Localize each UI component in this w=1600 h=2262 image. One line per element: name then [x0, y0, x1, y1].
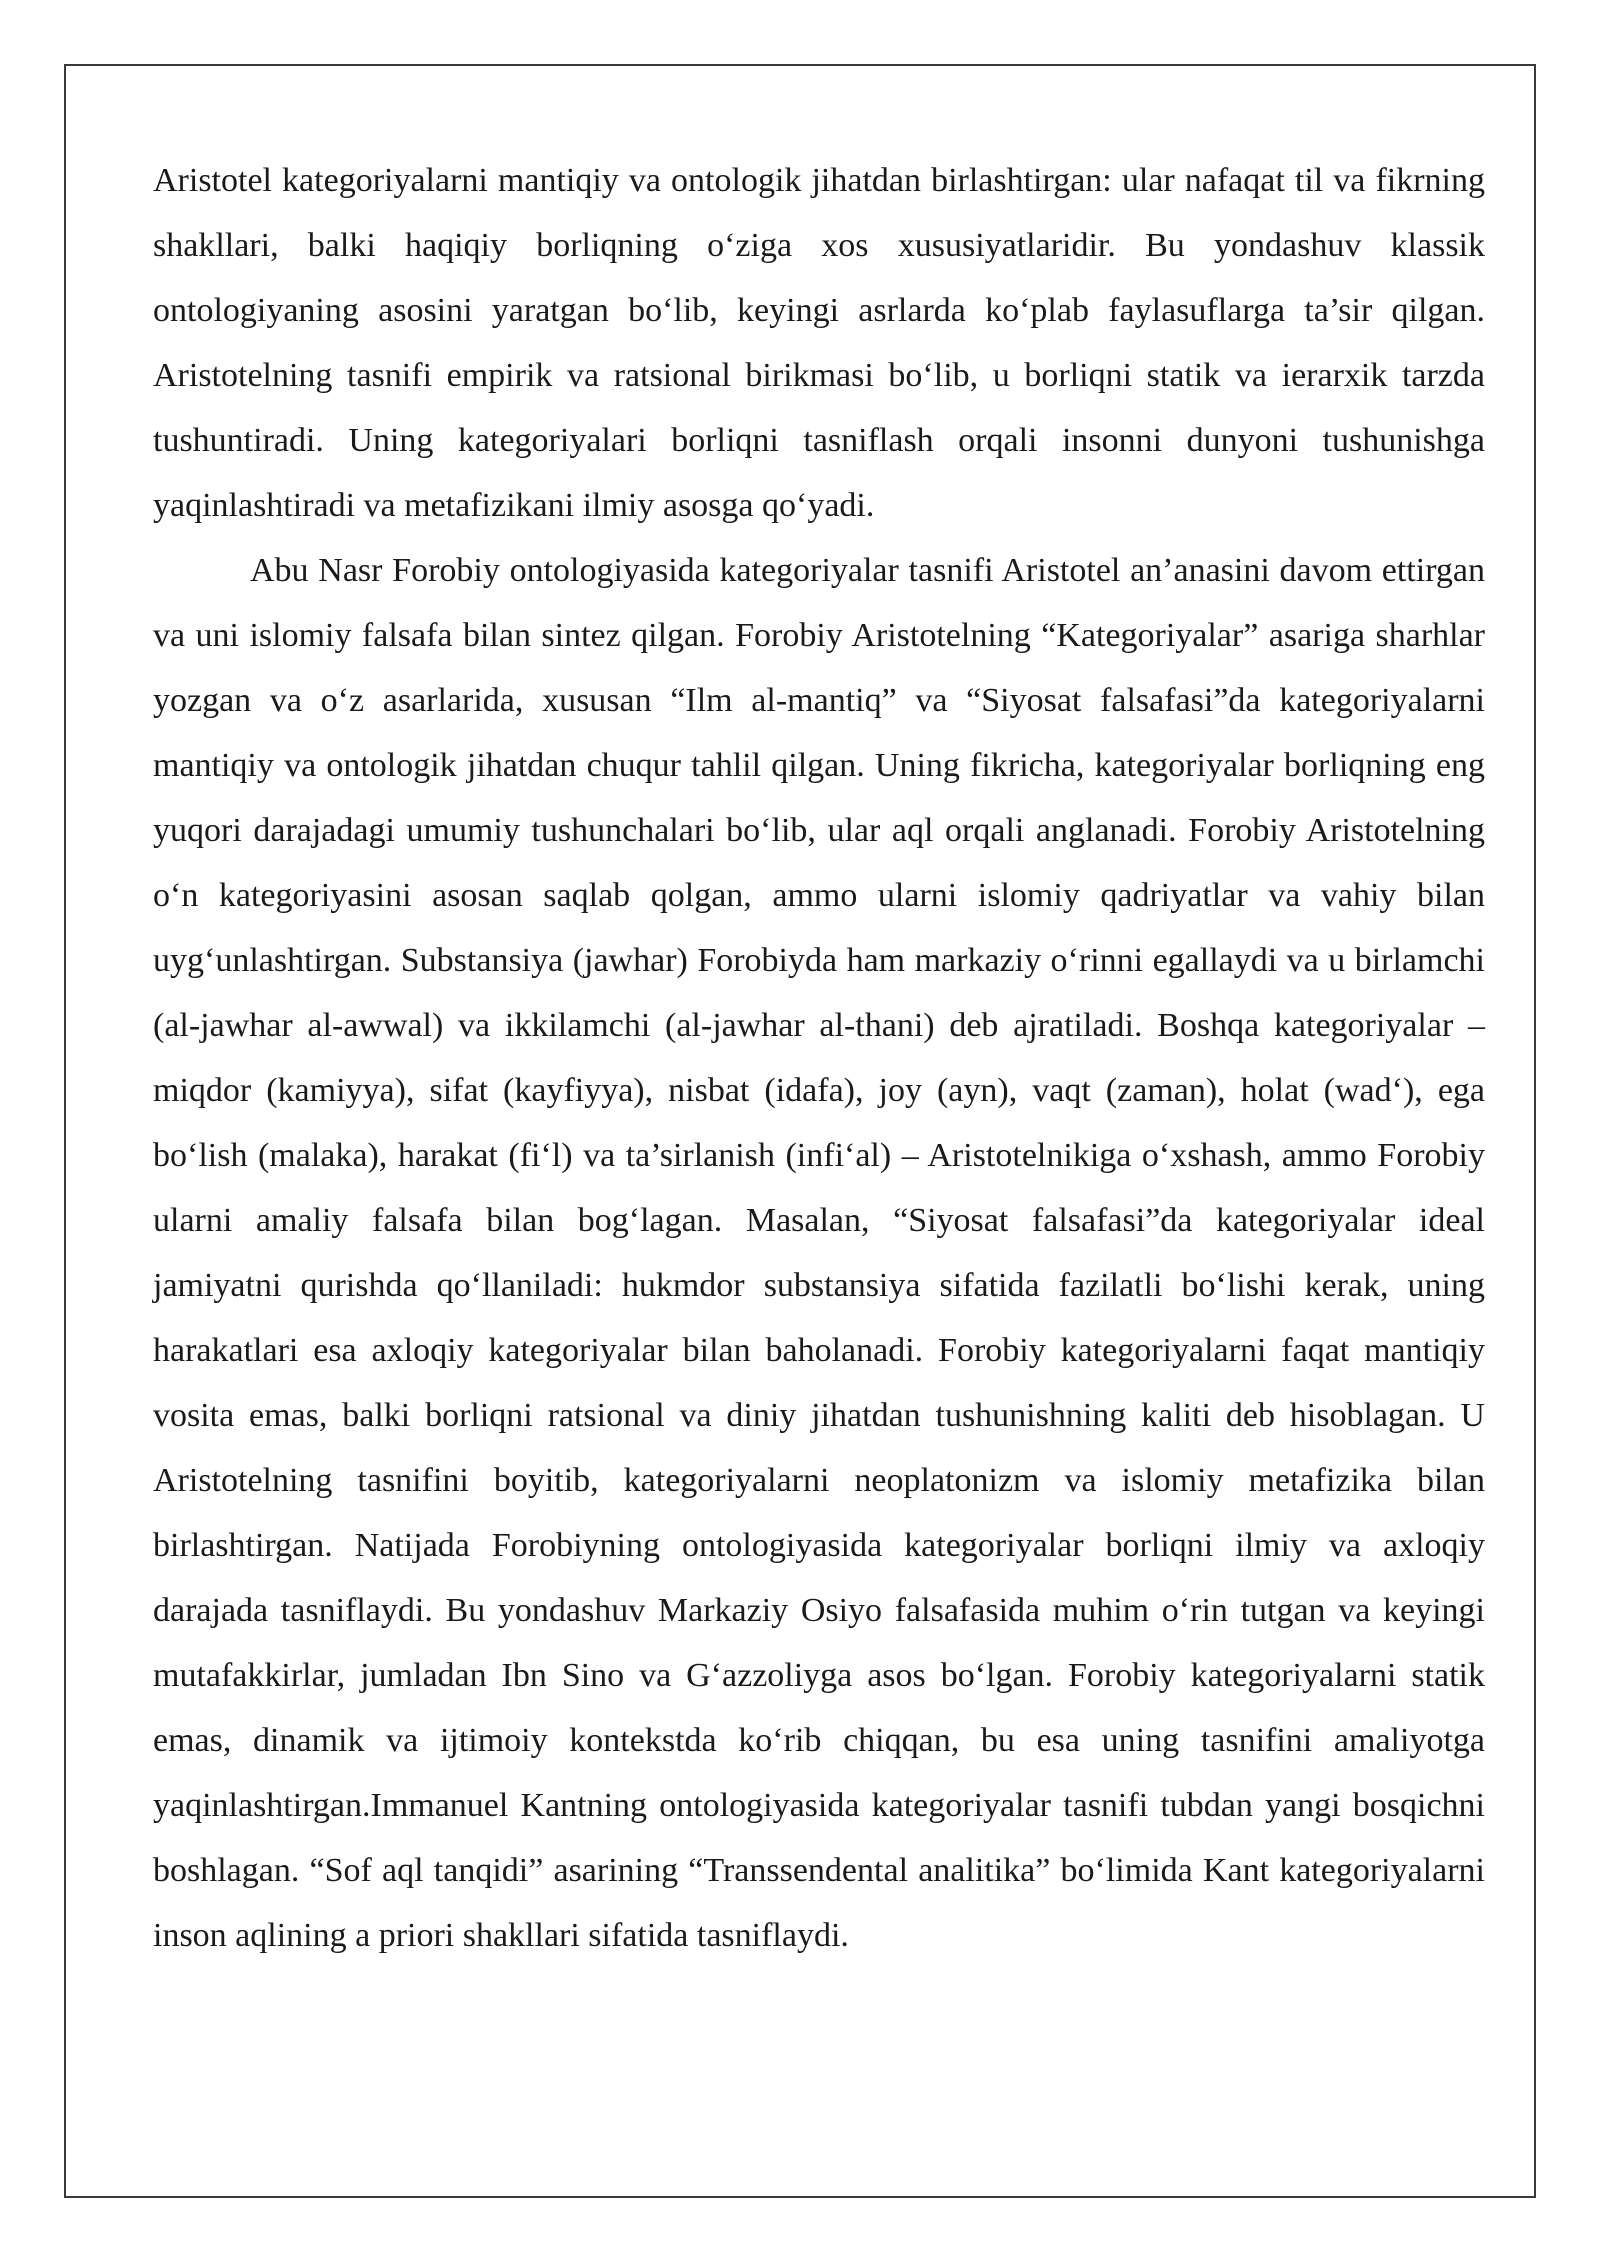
document-body [153, 148, 1485, 1968]
paragraph-forobiy: Abu Nasr Forobiy ontologiyasida kategoriyalar tasnifi Aristotel an’anasini davom ettirgan va uni islomiy falsafa bilan sintez qilgan. Forobiy Aristotelning “Kategoriyalar” asariga sharhlar yozgan va o‘z asarlarida, xususan “Ilm al-mantiq” va “Siyosat falsafasi”da kategoriyalarni mantiqiy va ontologik jihatdan chuqur tahlil qilgan. Uning fikricha, kategoriyalar borliqning eng yuqori darajadagi umumiy tushunchalari bo‘lib, ular aql orqali anglanadi. Forobiy Aristotelning o‘n kategoriyasini asosan saqlab qolgan, ammo ularni islomiy qadriyatlar va vahiy bilan uyg‘unlashtirgan. Substansiya (jawhar) Forobiyda ham markaziy o‘rinni egallaydi va u birlamchi (al-jawhar al-awwal) va ikkilamchi (al-jawhar al-thani) deb ajratiladi. Boshqa kategoriyalar – miqdor (kamiyya), sifat (kayfiyya), nisbat (idafa), joy (ayn), vaqt (zaman), holat (wad‘), ega bo‘lish (malaka), harakat (fi‘l) va ta’sirlanish (infi‘al) – Aristotelnikiga o‘xshash, ammo Forobiy ularni amaliy falsafa bilan bog‘lagan. Masalan, “Siyosat falsafasi”da kategoriyalar ideal jamiyatni qurishda qo‘llaniladi: hukmdor substansiya sifatida fazilatli bo‘lishi kerak, uning harakatlari esa axloqiy kategoriyalar bilan baholanadi. Forobiy kategoriyalarni faqat mantiqiy vosita emas, balki borliqni ratsional va diniy jihatdan tushunishning kaliti deb hisoblagan. U Aristotelning tasnifini boyitib, kategoriyalarni neoplatonizm va islomiy metafizika bilan birlashtirgan. Natijada Forobiyning ontologiyasida kategoriyalar borliqni ilmiy va axloqiy darajada tasniflaydi. Bu yondashuv Markaziy Osiyo falsafasida muhim o‘rin tutgan va keyingi mutafakkirlar, jumladan Ibn Sino va G‘azzoliyga asos bo‘lgan. Forobiy kategoriyalarni statik emas, dinamik va ijtimoiy kontekstda ko‘rib chiqqan, bu esa uning tasnifini amaliyotga yaqinlashtirgan.Immanuel Kantning ontologiyasida kategoriyalar tasnifi tubdan yangi bosqichni boshlagan. “Sof aql tanqidi” asarining “Transsendental analitika” bo‘limida Kant kategoriyalarni inson aqlining a priori shakllari sifatida tasniflaydi. [153, 552, 1485, 1954]
paragraph-aristotel: Aristotel kategoriyalarni mantiqiy va ontologik jihatdan birlashtirgan: ular nafaqat til va fikrning shakllari, balki haqiqiy borliqning o‘ziga xos xususiyatlaridir. Bu yondashuv klassik ontologiyaning asosini yaratgan bo‘lib, keyingi asrlarda ko‘plab faylasuflarga ta’sir qilgan. Aristotelning tasnifi empirik va ratsional birikmasi bo‘lib, u borliqni statik va ierarxik tarzda tushuntiradi. Uning kategoriyalari borliqni tasniflash orqali insonni dunyoni tushunishga yaqinlashtiradi va metafizikani ilmiy asosga qo‘yadi. [153, 162, 1485, 524]
